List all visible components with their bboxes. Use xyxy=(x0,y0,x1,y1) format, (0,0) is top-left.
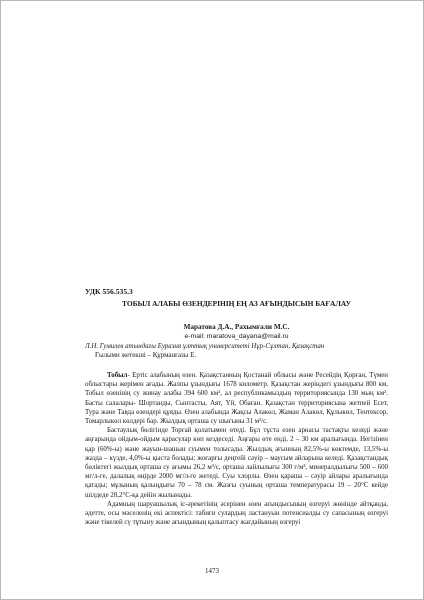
paragraph-text: Бастаулық бөлігінде Торғай қолатымен өтеді. Бұл тұста өзен арнасы тастақты келеді және аңғарында ойдым-ойдым қарасулар көп кездеседі. Аңғары өте енді, 2 – 30 км аралығында. Негізінен қар (60%-ы) және жауын-шашын суымен толысады. Жылдық ағынның 82,5%-ы көктемде, 13,5%-ы жазда – күзде, 4,0%-ы қыста болады; жоғарғы деңгейі сәуір – маусым айларына келеді. Қазақстандық бөліктегі жылдық орташа су ағымы 26,2 м³/с, орташа лайлылығы 300 г/м³, минералдылығы 500 – 600 мг/л-ге, далалық өңірде 2000 мг/л-ге жетеді. Суы хлорлы. Өзен қараша – сәуір айлары аралығында қатады; мұзының қалыңдығы 70 – 78 см. Жазғы суының орташа температурасы 19 – 20°С кейде шілдеде 28,2°С-қа дейін жылынады. xyxy=(85,427,388,499)
paragraph-lead-term: Тобыл xyxy=(107,372,128,379)
article-body xyxy=(85,371,388,527)
paragraph-1 xyxy=(85,371,388,426)
article-title: ТОБЫЛ АЛАБЫ ӨЗЕНДЕРІНІҢ ЕҢ АЗ АҒЫНДЫСЫН БАҒАЛАУ xyxy=(122,299,351,308)
author-affiliation: Л.Н. Гумилев атындағы Еуразия ұлттық университеті Нұр-Сұлтан, Қазақстан xyxy=(85,343,325,350)
article-authors: Маратова Д.А., Рахымғали М.С. xyxy=(183,323,290,331)
author-email: e-mail: maratova_dayana@mail.ru xyxy=(184,333,289,340)
page-number: 1473 xyxy=(205,567,219,575)
paragraph-2 xyxy=(85,426,388,500)
udk-code: УДК 556.535.3 xyxy=(85,287,133,296)
scientific-supervisor: Ғылыми жетекші – Құрманғазы Е. xyxy=(95,352,197,359)
article-content xyxy=(85,287,388,527)
paragraph-3 xyxy=(85,500,388,528)
paragraph-text: Адамның шаруашылық іс-әрекетінің әсерінен өзен ағындысының өзгеруі жөнінде айтқанда, әдетте, осы мәселенің екі аспектісі: табиғи сулардың ластануын потенсиалды су сапасының өзгеруі және тікелей сү тұтыну және ағындының қалыптасу жағдайының өзгеруі xyxy=(85,500,388,527)
paragraph-text: - Ертіс алабының өзен. Қазақстанның Қостанай облысы және Ресейдің Қорған, Түмен облыстары жерімен ағады. Жалпы ұзындығы 1678 километр. Қазақстан жеріндегі ұзындығы 800 км, Тобыл өзенінің су жинау алабы 394 600 км², ал республикамыздың территориясында 130 мың км². Басты салалары- Шортанды, Сынтасты, Аят, Үй, Обаған. Қазақстан территориясына жетпей Есет, Тура және Тавда өзендері құяды. Өзен алабында Жақсы Алакөл, Жаман Алакөл, Құлыкөл, Тентексор, Томарлыкөл көлдері бар. Жылдық орташа су шығыны 31 м³/с. xyxy=(85,372,388,426)
